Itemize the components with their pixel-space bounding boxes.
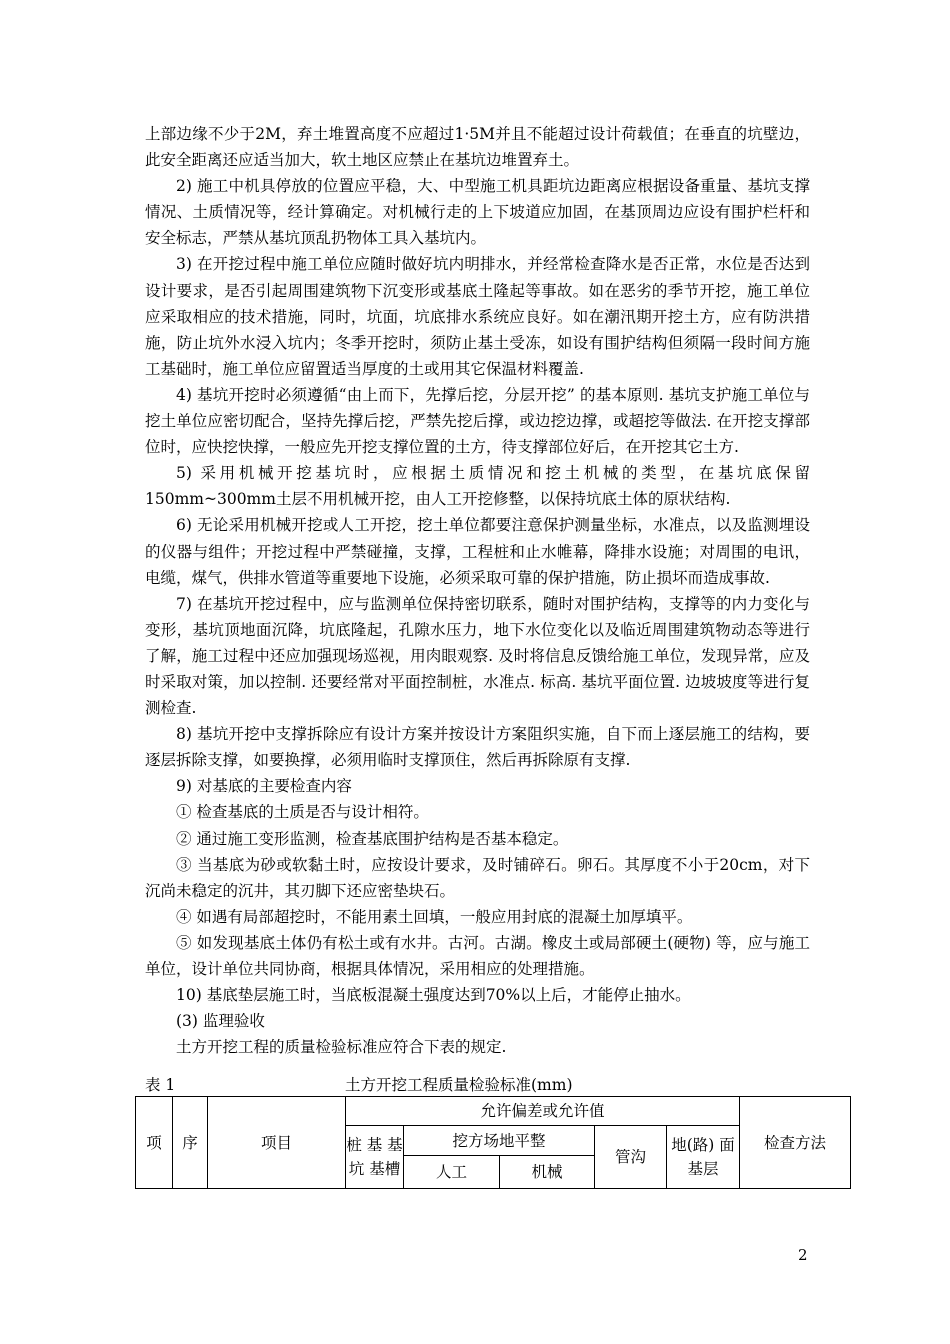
paragraph-3: 3) 在开挖过程中施工单位应随时做好坑内明排水，并经常检查降水是否正常，水位是否达到设计要求，是否引起周围建筑物下沉变形或基底土隆起等事故。如在恶劣的季节开挖，施工单位应采取相应的技术措施，同时，坑面，坑底排水系统应良好。如在潮汛期开挖土方，应有防洪措施，防止坑外水浸入坑内；冬季开挖时，须防止基土受冻，如设有围护结构但须隔一段时间方施工基础时，施工单位应留置适当厚度的土或用其它保温材料覆盖.	[145, 255, 810, 378]
header-item-type: 项	[136, 1097, 173, 1189]
quality-standard-table	[135, 1096, 851, 1189]
header-manual: 人工	[404, 1156, 500, 1189]
paragraph-10: 10) 基底垫层施工时，当底板混凝土强度达到70%以上后，才能停止抽水。	[176, 986, 691, 1005]
paragraph-2: 2) 施工中机具停放的位置应平稳，大、中型施工机具距坑边距离应根据设备重量、基坑支撑情况、土质情况等，经计算确定。对机械行走的上下坡道应加固，在基顶周边应设有围护栏杆和安全标志，严禁从基坑顶乱扔物体工具入基坑内。	[145, 177, 810, 248]
paragraph-9: 9) 对基底的主要检查内容	[176, 777, 352, 796]
table-intro: 土方开挖工程的质量检验标准应符合下表的规定.	[176, 1038, 507, 1057]
header-seq: 序	[173, 1097, 208, 1189]
table-header-row	[136, 1097, 851, 1126]
body-text	[145, 121, 810, 1060]
header-machine: 机械	[500, 1156, 595, 1189]
inspection-item-5: ⑤ 如发现基底土体仍有松土或有水井。古河。古湖。橡皮土或局部硬土(硬物) 等，应与施工单位，设计单位共同协商，根据具体情况，采用相应的处理措施。	[145, 933, 810, 978]
table-label: 表 1	[145, 1076, 176, 1094]
paragraph-6: 6) 无论采用机械开挖或人工开挖，挖土单位都要注意保护测量坐标，水准点，以及监测埋设的仪器与组件；开挖过程中严禁碰撞，支撑，工程桩和止水帷幕，降排水设施；对周围的电讯，电缆，煤气，供排水管道等重要地下设施，必须采取可靠的保护措施，防止损坏而造成事故.	[145, 516, 810, 587]
paragraph-5: 5) 采用机械开挖基坑时，应根据土质情况和挖土机械的类型，在基坑底保留150mm~300mm土层不用机械开挖，由人工开挖修整，以保持坑底土体的原状结构.	[145, 464, 810, 509]
paragraph-8: 8) 基坑开挖中支撑拆除应有设计方案并按设计方案阻织实施，自下而上逐层施工的结构，要逐层拆除支撑，如要换撑，必须用临时支撑顶住，然后再拆除原有支撑.	[145, 725, 810, 770]
paragraph-continuation: 上部边缘不少于2M，弃土堆置高度不应超过1·5M并且不能超过设计荷载值；在垂直的坑壁边，此安全距离还应适当加大，软土地区应禁止在基坑边堆置弃土。	[145, 125, 810, 170]
header-pile-pit-trench: 桩 基 基 坑 基槽	[346, 1126, 404, 1189]
header-pipe-trench: 管沟	[595, 1126, 667, 1189]
inspection-item-2: ② 通过施工变形监测，检查基底围护结构是否基本稳定。	[176, 829, 569, 848]
header-site-leveling: 挖方场地平整	[404, 1126, 595, 1156]
inspection-item-4: ④ 如遇有局部超挖时，不能用素土回填，一般应用封底的混凝土加厚填平。	[176, 907, 693, 926]
inspection-item-1: ① 检查基底的土质是否与设计相符。	[176, 803, 429, 822]
header-check-method: 检查方法	[740, 1097, 851, 1189]
paragraph-4: 4) 基坑开挖时必须遵循“由上而下，先撑后挖，分层开挖” 的基本原则. 基坑支护施工单位与挖土单位应密切配合，坚持先撑后挖，严禁先挖后撑，或边挖边撑，或超挖等做法. 在开挖支撑部位时，应快挖快撑，一般应先开挖支撑位置的土方，待支撑部位好后，在开挖其它土方.	[145, 385, 810, 457]
table-caption	[145, 1073, 810, 1097]
inspection-item-3: ③ 当基底为砂或软黏土时，应按设计要求，及时铺碎石。卵石。其厚度不小于20cm，对下沉尚未稳定的沉井，其刃脚下还应密垫块石。	[145, 855, 810, 900]
header-item: 项目	[208, 1097, 346, 1189]
paragraph-7: 7) 在基坑开挖过程中，应与监测单位保持密切联系，随时对围护结构，支撑等的内力变化与变形，基坑顶地面沉降，坑底隆起，孔隙水压力，地下水位变化以及临近周围建筑物动态等进行了解，施工过程中还应加强现场巡视，用肉眼观察. 及时将信息反馈给施工单位，发现异常，应及时采取对策，加以控制. 还要经常对平面控制桩，水准点. 标高. 基坑平面位置. 边坡坡度等进行复测检查.	[145, 594, 810, 718]
table-title: 土方开挖工程质量检验标准(mm)	[345, 1076, 573, 1094]
page-number: 2	[798, 1246, 808, 1264]
section-heading: (3) 监理验收	[176, 1012, 265, 1031]
header-road-base: 地(路) 面基层	[667, 1126, 740, 1189]
header-allowed-deviation: 允许偏差或允许值	[346, 1097, 740, 1126]
